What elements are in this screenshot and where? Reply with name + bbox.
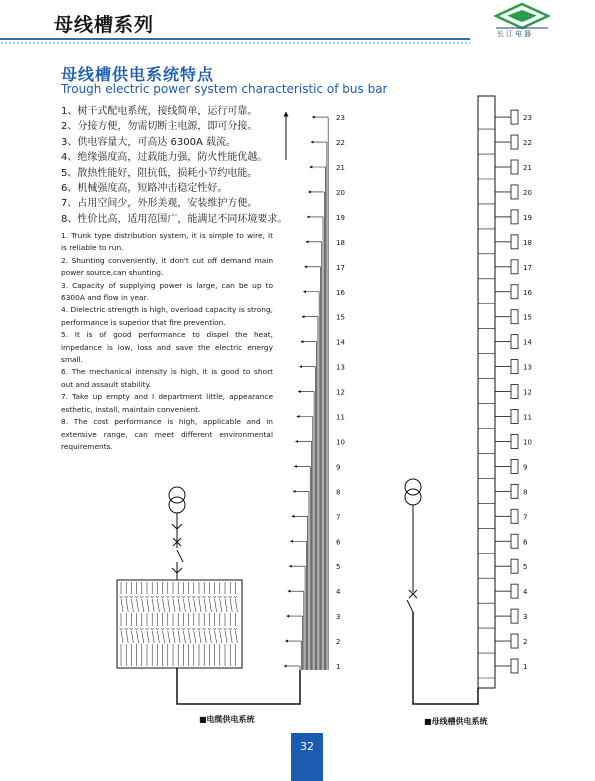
breaker-icon: [192, 628, 195, 630]
switch-icon: [178, 599, 180, 612]
breaker-icon: [172, 596, 175, 598]
floor-label: 17: [523, 263, 532, 272]
breaker-icon: [182, 596, 185, 598]
breaker-icon: [198, 596, 201, 598]
breaker-icon: [151, 596, 154, 598]
switch-icon: [142, 599, 144, 612]
floor-label: 3: [523, 613, 528, 622]
feature-en-item: 4. Dielectric strength is high, overload capacity is strong, performance is superior that fire prevention.: [61, 305, 273, 327]
feature-cn-item: 4、绝缘强度高，过载能力强，防火性能优越。: [61, 152, 268, 164]
floor-label: 5: [523, 563, 528, 572]
switch-icon: [121, 599, 123, 612]
switch-icon: [215, 599, 217, 612]
trunk-feeder: [177, 668, 300, 704]
breaker-icon: [198, 628, 201, 630]
switch-icon: [173, 631, 175, 643]
busbar-feeder: [413, 612, 478, 704]
plug-box: [511, 634, 518, 648]
switch-icon: [189, 599, 191, 612]
floor-label: 23: [523, 114, 532, 123]
floor-label: 7: [523, 513, 528, 522]
logo-text: 长江电器: [497, 30, 533, 38]
floor-label: 23: [336, 114, 345, 123]
breaker-icon: [146, 596, 149, 598]
breaker-icon: [151, 628, 154, 630]
breaker-icon: [234, 596, 237, 598]
floor-label: 12: [336, 388, 345, 397]
plug-box: [511, 135, 518, 149]
feature-en-item: 8. The cost performance is high, applicable and in extensive range, can meet different environmental requirements.: [61, 417, 273, 451]
floor-label: 2: [523, 638, 528, 647]
transformer-coil-icon: [405, 489, 421, 505]
floor-label: 21: [523, 164, 532, 172]
plug-box: [511, 235, 518, 249]
breaker-icon: [187, 628, 190, 630]
switch-icon: [204, 631, 206, 643]
busbar-trunk: [478, 96, 495, 688]
switch-icon: [152, 631, 154, 643]
switch-icon: [230, 631, 232, 643]
breaker-icon: [140, 596, 143, 598]
plug-box: [511, 160, 518, 174]
breaker-icon: [161, 596, 164, 598]
floor-label: 22: [523, 139, 532, 148]
switch-icon: [163, 599, 165, 612]
switch-icon: [163, 631, 165, 643]
floor-label: 4: [523, 588, 528, 597]
switch-icon: [235, 599, 237, 612]
plug-box: [511, 609, 518, 623]
floor-label: 15: [336, 313, 345, 322]
floor-label: 19: [523, 213, 532, 222]
plug-box: [511, 484, 518, 498]
switch-icon: [220, 631, 222, 643]
distribution-board: [117, 580, 242, 668]
switch-icon: [177, 550, 183, 562]
floor-label: 13: [523, 363, 532, 372]
plug-box: [511, 210, 518, 224]
switch-icon: [137, 599, 139, 612]
switch-icon: [147, 599, 149, 612]
feature-cn-item: 3、供电容量大，可高达 6300A 载流。: [61, 136, 237, 148]
breaker-icon: [224, 596, 227, 598]
floor-label: 9: [523, 463, 528, 472]
switch-icon: [199, 599, 201, 612]
transformer-coil-icon: [405, 479, 421, 495]
floor-label: 9: [336, 463, 341, 472]
floor-label: 20: [336, 188, 345, 197]
caption-busbar-system: ■母线槽供电系统: [424, 717, 488, 726]
switch-icon: [230, 599, 232, 612]
switch-icon: [147, 631, 149, 643]
switch-icon: [225, 599, 227, 612]
switch-icon: [235, 631, 237, 643]
plug-box: [511, 310, 518, 324]
switch-icon: [194, 599, 196, 612]
floor-label: 22: [336, 139, 345, 148]
breaker-icon: [213, 596, 216, 598]
floor-label: 4: [336, 588, 341, 597]
feature-en-item: 5. It is of good performance to dispel the heat, impedance is low, loss and save the electric energy small.: [61, 330, 273, 365]
breaker-icon: [130, 596, 133, 598]
switch-icon: [157, 599, 159, 612]
breaker-icon: [203, 628, 206, 630]
floor-label: 3: [336, 613, 341, 622]
plug-box: [511, 285, 518, 299]
floor-label: 10: [523, 438, 532, 447]
breaker-icon: [120, 628, 123, 630]
breaker-icon: [125, 596, 128, 598]
feature-cn-item: 8、性价比高，适用范围广，能满足不同环境要求。: [61, 213, 288, 225]
breaker-icon: [166, 596, 169, 598]
breaker-icon: [218, 628, 221, 630]
breaker-icon: [192, 596, 195, 598]
floor-label: 19: [336, 213, 345, 222]
plug-box: [511, 659, 518, 673]
section-title: 母线槽供电系统特点: [61, 65, 215, 84]
plug-box: [511, 534, 518, 548]
feature-en-item: 2. Shunting conveniently, it don't cut off demand main power source,can shunting.: [61, 255, 273, 278]
floor-label: 6: [523, 538, 528, 547]
floor-label: 20: [523, 188, 532, 197]
switch-icon: [173, 599, 175, 612]
breaker-icon: [125, 628, 128, 630]
plug-box: [511, 260, 518, 274]
plug-box: [511, 185, 518, 199]
transformer-coil-icon: [169, 497, 185, 513]
breaker-icon: [203, 596, 206, 598]
breaker-icon: [156, 628, 159, 630]
breaker-icon: [135, 596, 138, 598]
floor-label: 17: [336, 263, 345, 272]
feature-en-item: 7. Take up empty and I department little, appearance esthetic, install, maintain convenient.: [61, 392, 273, 414]
plug-box: [511, 360, 518, 374]
switch-icon: [131, 631, 133, 643]
floor-label: 13: [336, 363, 345, 372]
breaker-icon: [146, 628, 149, 630]
switch-icon: [194, 631, 196, 643]
switch-icon: [209, 631, 211, 643]
breaker-icon: [120, 596, 123, 598]
breaker-icon: [213, 628, 216, 630]
breaker-icon: [182, 628, 185, 630]
plug-box: [511, 459, 518, 473]
switch-icon: [220, 599, 222, 612]
breaker-icon: [208, 628, 211, 630]
breaker-icon: [229, 628, 232, 630]
plug-box: [511, 559, 518, 573]
feature-cn-item: 6、机械强度高，短路冲击稳定性好。: [61, 183, 228, 195]
switch-icon: [225, 631, 227, 643]
transformer-coil-icon: [169, 487, 185, 503]
breaker-icon: [156, 596, 159, 598]
switch-icon: [126, 631, 128, 643]
floor-label: 8: [523, 488, 528, 497]
feature-cn-item: 1、树干式配电系统，接线简单，运行可靠。: [61, 106, 258, 117]
floor-label: 21: [336, 164, 345, 172]
floor-label: 16: [523, 288, 532, 297]
plug-box: [511, 434, 518, 448]
switch-icon: [152, 599, 154, 612]
breaker-icon: [172, 628, 175, 630]
floor-label: 18: [523, 238, 532, 247]
floor-label: 6: [336, 538, 341, 547]
breaker-icon: [166, 628, 169, 630]
caption-cable-system: ■电缆供电系统: [199, 715, 255, 724]
breaker-icon: [187, 596, 190, 598]
switch-icon: [204, 599, 206, 612]
floor-label: 18: [336, 238, 345, 247]
floor-label: 8: [336, 488, 341, 497]
switch-icon: [215, 631, 217, 643]
plug-box: [511, 385, 518, 399]
switch-icon: [178, 631, 180, 643]
breaker-icon: [130, 628, 133, 630]
switch-icon: [126, 599, 128, 612]
plug-box: [511, 509, 518, 523]
switch-icon: [189, 631, 191, 643]
switch-icon: [142, 631, 144, 643]
floor-label: 5: [336, 563, 341, 572]
page-number: 32: [300, 740, 314, 753]
switch-icon: [407, 600, 413, 612]
breaker-icon: [234, 628, 237, 630]
breaker-icon: [177, 628, 180, 630]
section-subtitle: Trough electric power system characteristic of bus bar: [61, 82, 388, 96]
feature-en-item: 6. The mechanical intensity is high, it is good to short out and assault stability.: [61, 367, 273, 389]
plug-box: [511, 410, 518, 424]
switch-icon: [137, 631, 139, 643]
breaker-icon: [229, 596, 232, 598]
floor-label: 12: [523, 388, 532, 397]
feature-en-item: 3. Capacity of supplying power is large, can be up to 6300A and flow in year.: [61, 280, 273, 303]
breaker-icon: [208, 596, 211, 598]
switch-icon: [168, 599, 170, 612]
floor-label: 15: [523, 313, 532, 322]
floor-label: 11: [336, 413, 345, 422]
floor-label: 1: [336, 663, 341, 671]
switch-icon: [209, 599, 211, 612]
feature-en-item: 1. Trunk type distribution system, it is simple to wire, it is reliable to run.: [61, 231, 273, 253]
plug-box: [511, 335, 518, 349]
plug-box: [511, 584, 518, 598]
breaker-icon: [224, 628, 227, 630]
floor-label: 1: [523, 663, 528, 671]
floor-label: 16: [336, 288, 345, 297]
feature-cn-item: 7、占用空间少，外形美观，安装维护方便。: [61, 198, 258, 210]
busbar-supply-diagram: [405, 96, 532, 704]
floor-label: 7: [336, 513, 341, 522]
feature-cn-item: 5、散热性能好，阻抗低，损耗小节约电能。: [61, 167, 258, 179]
switch-icon: [131, 599, 133, 612]
switch-icon: [199, 631, 201, 643]
floor-label: 11: [523, 413, 532, 422]
series-title: 母线槽系列: [54, 14, 155, 36]
floor-label: 14: [336, 338, 345, 347]
floor-label: 2: [336, 638, 341, 647]
switch-icon: [121, 631, 123, 643]
switch-icon: [183, 599, 185, 612]
switch-icon: [157, 631, 159, 643]
plug-box: [511, 110, 518, 124]
cable-supply-diagram: [117, 112, 345, 704]
floor-label: 10: [336, 438, 345, 447]
breaker-icon: [140, 628, 143, 630]
breaker-icon: [135, 628, 138, 630]
breaker-icon: [218, 596, 221, 598]
floor-label: 14: [523, 338, 532, 347]
switch-icon: [168, 631, 170, 643]
switch-icon: [183, 631, 185, 643]
feature-cn-item: 2、分接方便，勿需切断主电源，即可分接。: [61, 121, 258, 133]
breaker-icon: [177, 596, 180, 598]
breaker-icon: [161, 628, 164, 630]
